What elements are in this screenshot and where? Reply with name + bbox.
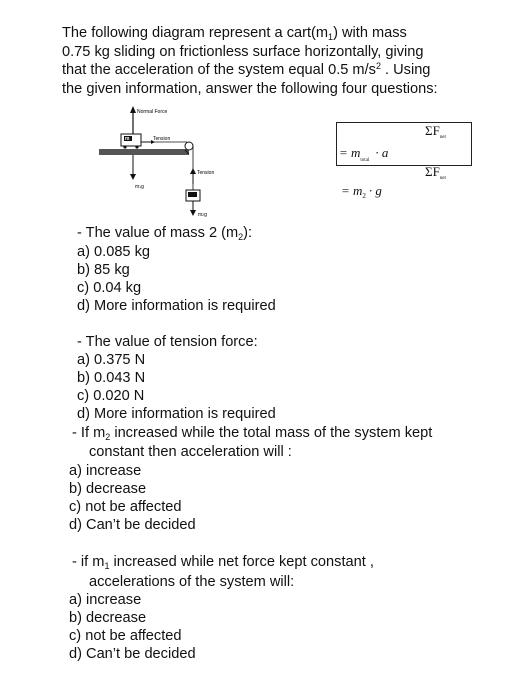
question-2-option-b: b) 0.043 N [77,370,146,386]
stem-text: - If m [72,425,106,441]
sum-f-net-mid [425,164,446,181]
stem-text: - The value of mass 2 (m [77,225,239,241]
question-2-option-c: c) 0.020 N [77,388,145,404]
question-4-option-a: a) increase [69,592,142,608]
sum-f-text: ΣF [425,164,440,179]
total-subscript: total [360,158,370,163]
subscript: 1 [328,32,334,42]
intro-text: . Using [380,62,431,79]
eq-m-text: = m [339,145,361,160]
question-3-stem-line-1 [72,424,432,442]
question-3-option-d: d) Can’t be decided [69,517,196,533]
intro-text: ) with mass [333,25,407,41]
two-subscript: 2 [362,192,366,200]
sum-f-text: ΣF [425,123,440,138]
question-3-option-c: c) not be affected [69,499,182,515]
intro-line-1 [62,24,472,43]
intro-line-2: 0.75 kg sliding on frictionless surface horizontally, giving [62,43,424,60]
question-2-stem: - The value of tension force: [77,334,258,350]
tension-bottom-label: Tension [197,170,215,176]
normal-force-label: Normal Force [137,109,168,115]
superscript: 2 [375,61,381,72]
question-1-option-c: c) 0.04 kg [77,280,142,296]
tension-top-label: Tension [153,136,171,142]
intro-line-4: the given information, answer the following four questions: [62,80,438,97]
intro-paragraph [62,24,472,98]
question-3-option-a: a) increase [69,463,142,479]
pulley [185,142,193,150]
subscript: 2 [105,432,111,442]
eq-m-text: = m [341,183,363,198]
m2-g-formula [341,183,382,200]
question-1-option-d: d) More information is required [77,298,276,314]
subscript: 1 [104,561,110,571]
m-total-a-formula [339,145,388,163]
question-2-option-d: d) More information is required [77,406,276,422]
question-4-option-d: d) Can’t be decided [69,646,196,662]
question-3-stem-line-2: constant then acceleration will : [89,444,292,460]
question-1-option-a: a) 0.085 kg [77,244,151,260]
dot-g-text: · g [368,183,382,198]
question-1-option-b: b) 85 kg [77,262,130,278]
intro-text: that the acceleration of the system equal 0.5 m/s [62,62,376,79]
sum-f-net-top [425,123,446,140]
net-subscript: net [439,135,446,140]
cart-pulley-diagram [95,104,235,220]
stem-text: - if m [72,554,105,570]
intro-text: The following diagram represent a cart(m [62,25,329,41]
question-1-stem [77,224,252,242]
net-subscript: net [439,176,446,181]
question-3-option-b: b) decrease [69,481,147,497]
question-4-option-c: c) not be affected [69,628,182,644]
weight-m2-label: m2g [198,212,207,218]
m1-label: m [125,136,130,142]
weight-m1-label: m1g [135,184,144,190]
question-4-option-b: b) decrease [69,610,147,626]
stem-text: increased while net force kept constant , [109,554,374,570]
question-4-stem-line-2: accelerations of the system will: [89,574,295,590]
dot-a-text: · a [375,145,389,160]
stem-text: ): [243,225,253,241]
intro-line-3 [62,61,472,80]
table-surface [99,149,189,155]
question-4-stem-line-1 [72,553,374,571]
stem-text: increased while the total mass of the system kept [110,425,433,441]
question-2-option-a: a) 0.375 N [77,352,146,368]
subscript: 2 [238,232,244,242]
